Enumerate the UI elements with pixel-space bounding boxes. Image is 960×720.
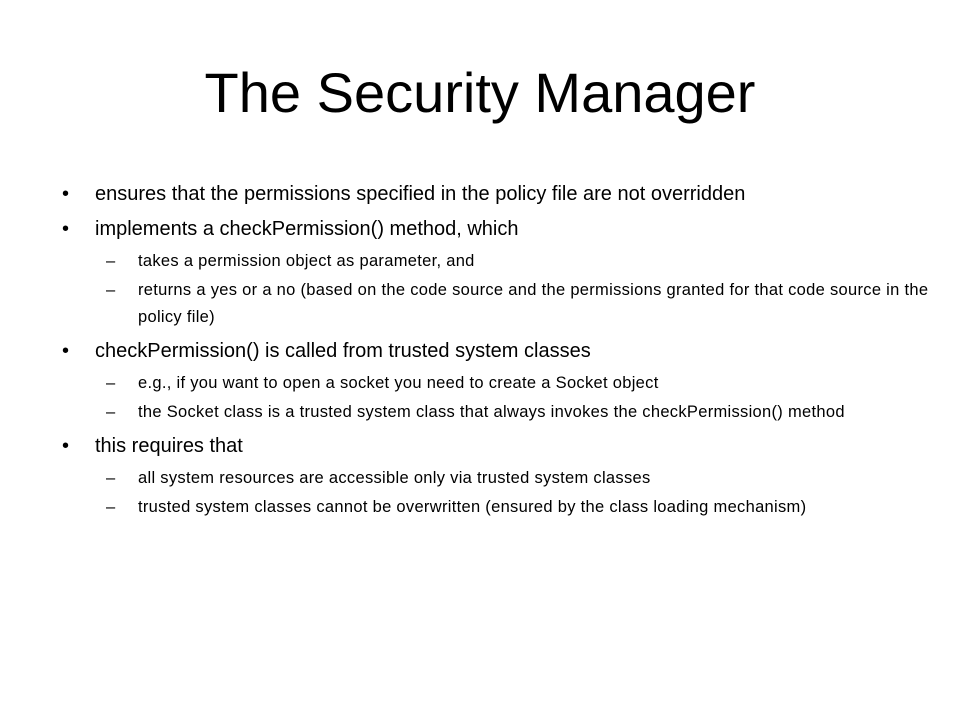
bullet-marker: • [62, 340, 70, 362]
bullet-item [62, 215, 942, 244]
sub-bullet-item [62, 399, 942, 426]
bullet-list [62, 174, 942, 521]
bullet-text: ensures that the permissions specified in the policy file are not overridden [95, 183, 746, 205]
bullet-marker: • [62, 435, 70, 457]
sub-bullet-text: all system resources are accessible only via trusted system classes [138, 469, 651, 487]
bullet-item [62, 180, 942, 209]
dash-marker: – [106, 469, 116, 487]
sub-bullet-text: e.g., if you want to open a socket you need to create a Socket object [138, 374, 659, 392]
sub-bullet-text: takes a permission object as parameter, and [138, 252, 475, 270]
sub-bullet-item [62, 465, 942, 492]
dash-marker: – [106, 252, 116, 270]
bullet-text: this requires that [95, 435, 243, 457]
sub-bullet-item [62, 248, 942, 275]
dash-marker: – [106, 281, 116, 299]
sub-bullet-item [62, 494, 942, 521]
dash-marker: – [106, 374, 116, 392]
bullet-marker: • [62, 218, 70, 240]
sub-bullet-item [62, 370, 942, 397]
bullet-text: implements a checkPermission() method, which [95, 218, 519, 240]
bullet-text: checkPermission() is called from trusted system classes [95, 340, 591, 362]
dash-marker: – [106, 403, 116, 421]
slide-title: The Security Manager [204, 61, 756, 124]
sub-bullet-item [62, 277, 942, 331]
bullet-item [62, 432, 942, 461]
sub-bullet-text: the Socket class is a trusted system class that always invokes the checkPermission() method [138, 403, 845, 421]
bullet-item [62, 337, 942, 366]
dash-marker: – [106, 498, 116, 516]
bullet-marker: • [62, 183, 70, 205]
sub-bullet-text: trusted system classes cannot be overwritten (ensured by the class loading mechanism) [138, 498, 807, 516]
sub-bullet-text: returns a yes or a no (based on the code source and the permissions granted for that code source in the policy file) [138, 281, 929, 326]
